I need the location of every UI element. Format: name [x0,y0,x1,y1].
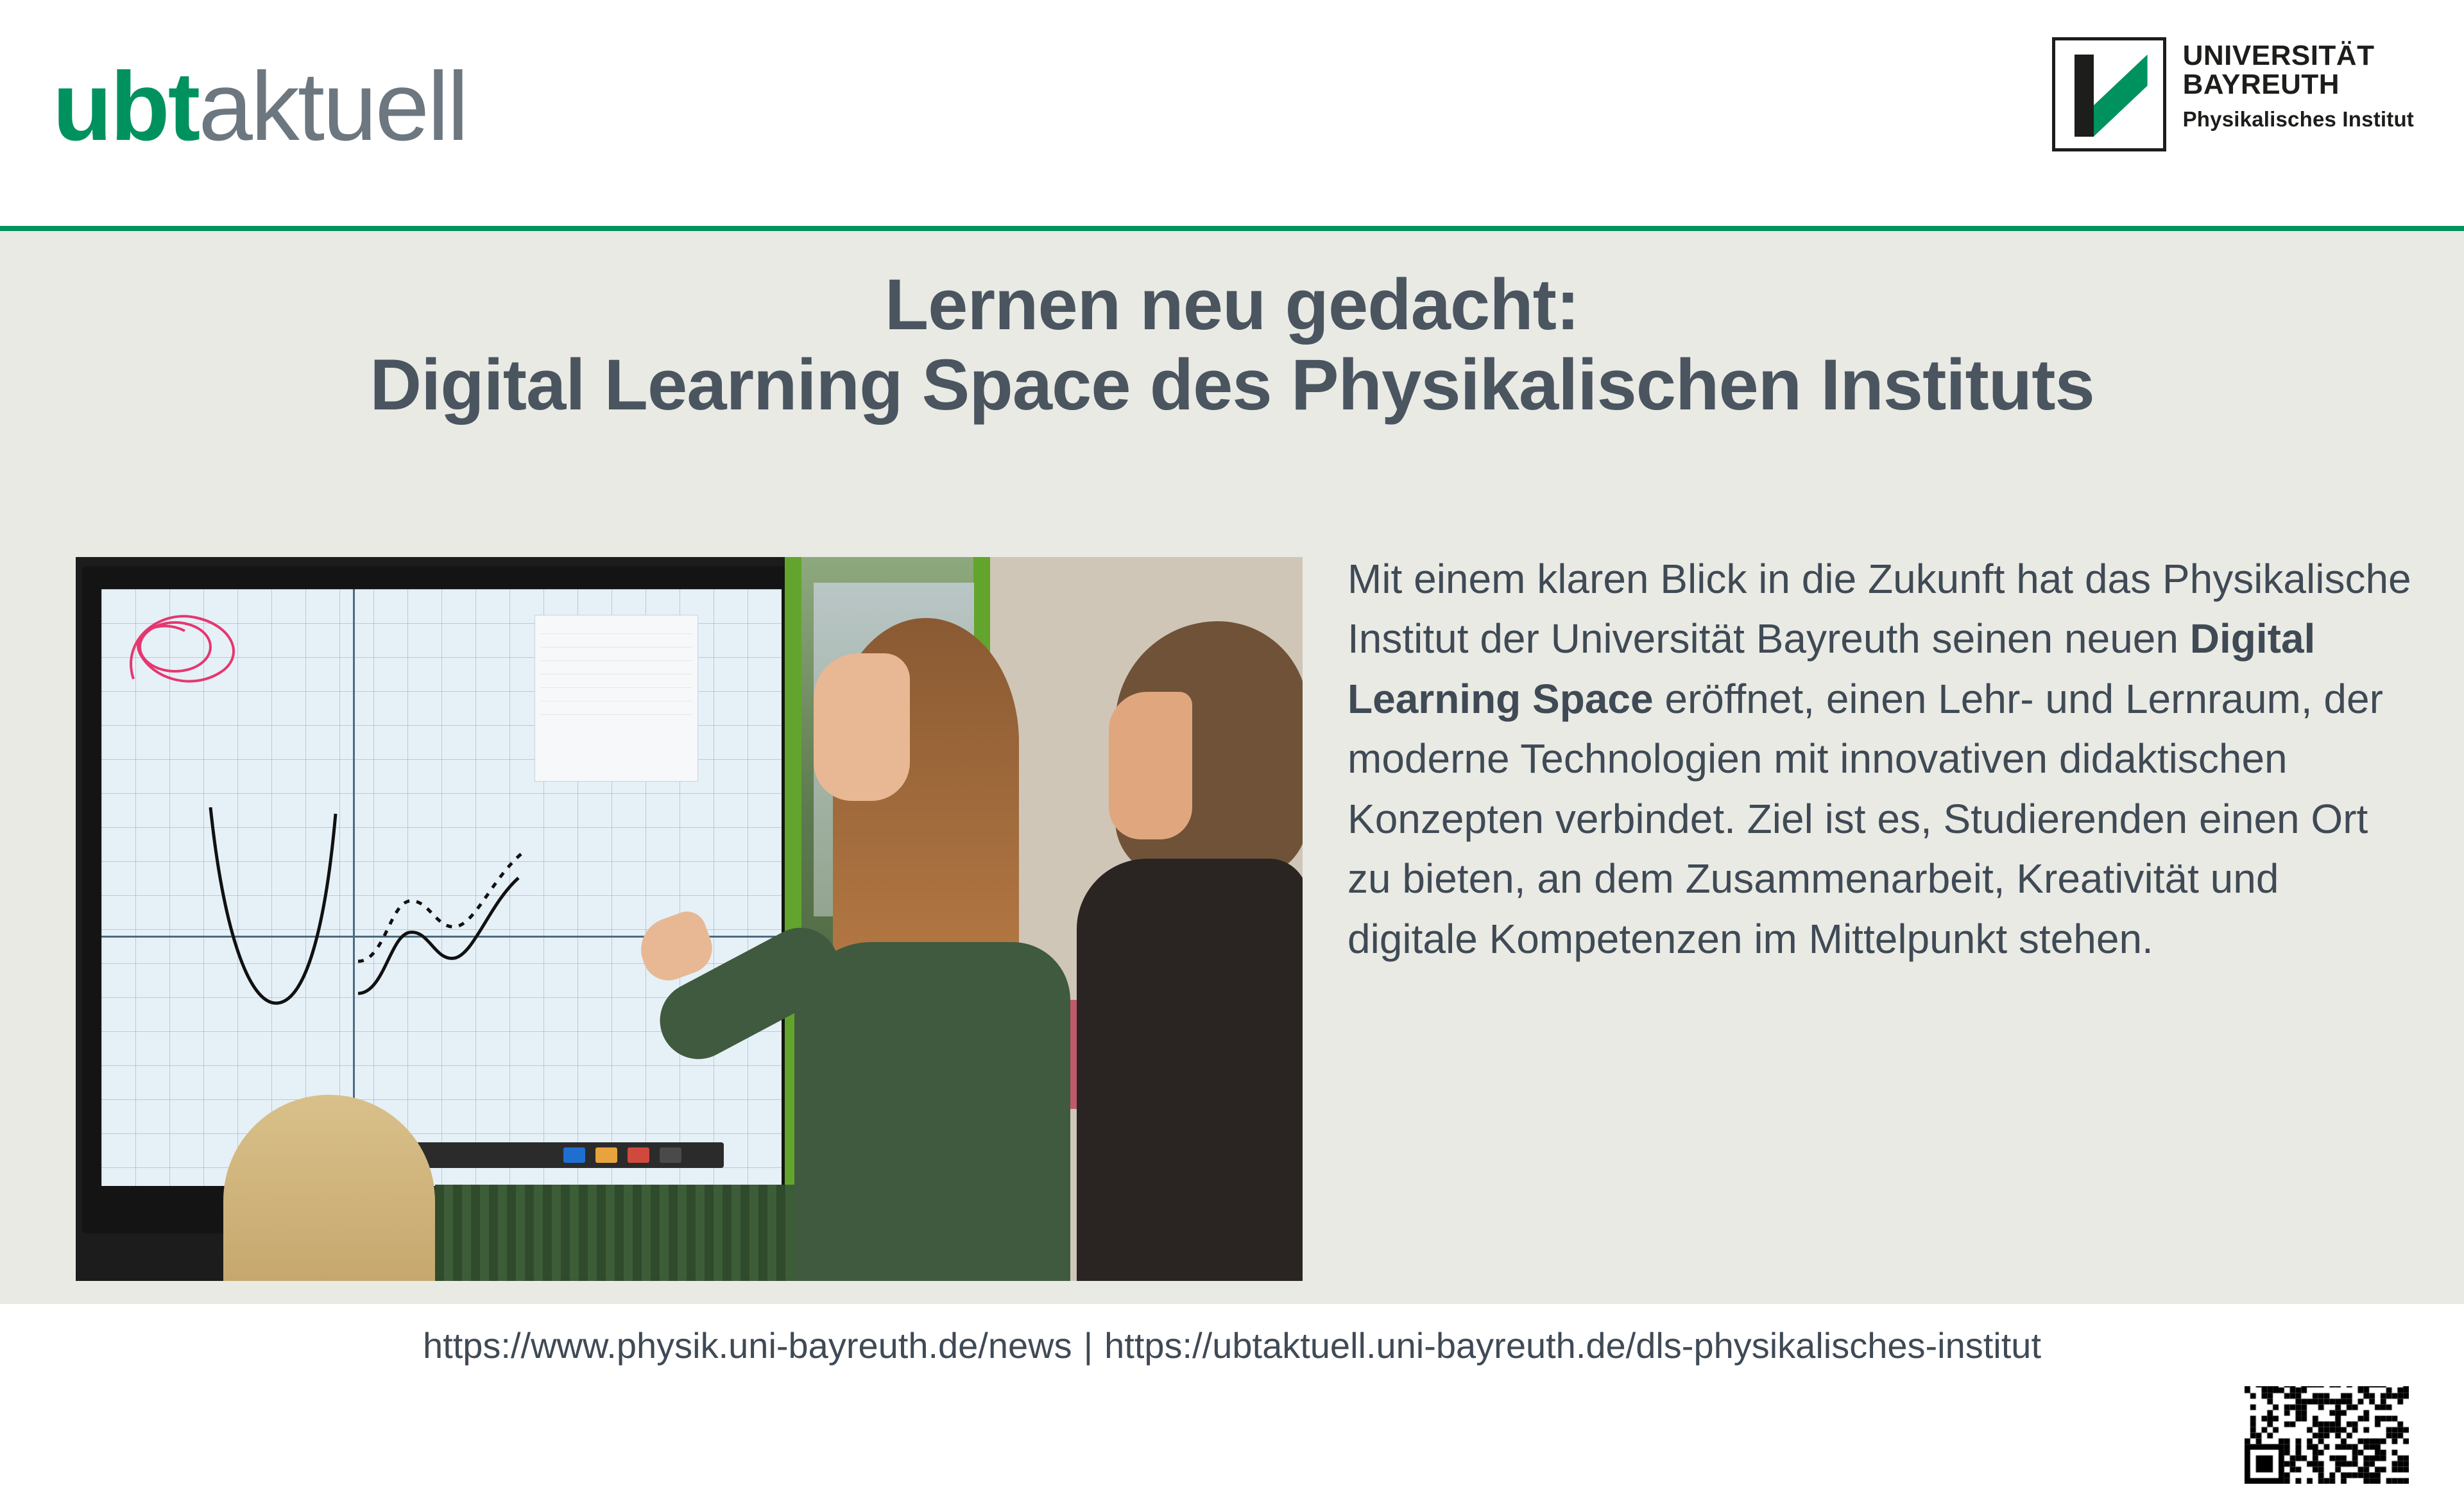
article-paragraph [1348,549,2413,969]
page-title-line-1: Lernen neu gedacht: [884,264,1580,345]
footer-separator: | [1083,1325,1093,1366]
ubtaktuell-wordmark [53,52,467,161]
article-text [1348,549,2413,969]
article-run: Mit einem klaren Blick in die Zukunft hat das Physikalische Institut der Universität Bayreuth seinen neuen [1348,556,2411,662]
photo-student-b-body [1077,859,1303,1281]
page-title [0,264,2464,425]
pink-scribble-icon [114,602,307,717]
whiteboard-tool-panel[interactable] [535,615,698,782]
ubt-logo-mark-icon [2052,37,2166,151]
footer-link-news[interactable]: https://www.physik.uni-bayreuth.de/news [422,1325,1072,1366]
wordmark-aktuell: aktuell [198,52,467,161]
article-run: eröffnet, einen Lehr- und Lernraum, der moderne Technologien mit innovativen didaktischen Konzepten verbindet. Ziel ist es, Studierenden einen Ort zu bieten, an dem Zusammenarbeit, Kreativität und digitale Kompetenzen im Mittelpunkt stehen. [1348,675,2383,962]
whiteboard-screen [101,589,782,1186]
content-panel [0,231,2464,1304]
logo-line-institut: Physikalisches Institut [2182,107,2414,131]
university-logo-text [2183,37,2414,130]
photo-student-a-body [794,942,1070,1281]
wordmark-ubt: ubt [53,52,199,161]
logo-line-bayreuth: BAYREUTH [2182,69,2340,101]
page-header [0,0,2464,231]
header-divider [0,226,2464,231]
logo-line-universitaet: UNIVERSITÄT [2182,40,2375,71]
whiteboard-frame [82,566,801,1233]
university-logo [2052,37,2414,151]
photo-student-a-face [814,653,910,801]
page-title-line-2: Digital Learning Space des Physikalischen Instituts [370,345,2094,425]
function-curves [198,801,531,1013]
article-emphasis: Digital Learning Space [1348,615,2316,722]
footer-links [423,1325,2041,1366]
footer-link-article[interactable]: https://ubtaktuell.uni-bayreuth.de/dls-physikalisches-institut [1104,1325,2041,1366]
page-footer [0,1304,2464,1386]
article-photo [76,557,1303,1281]
photo-student-b-face [1109,692,1192,839]
